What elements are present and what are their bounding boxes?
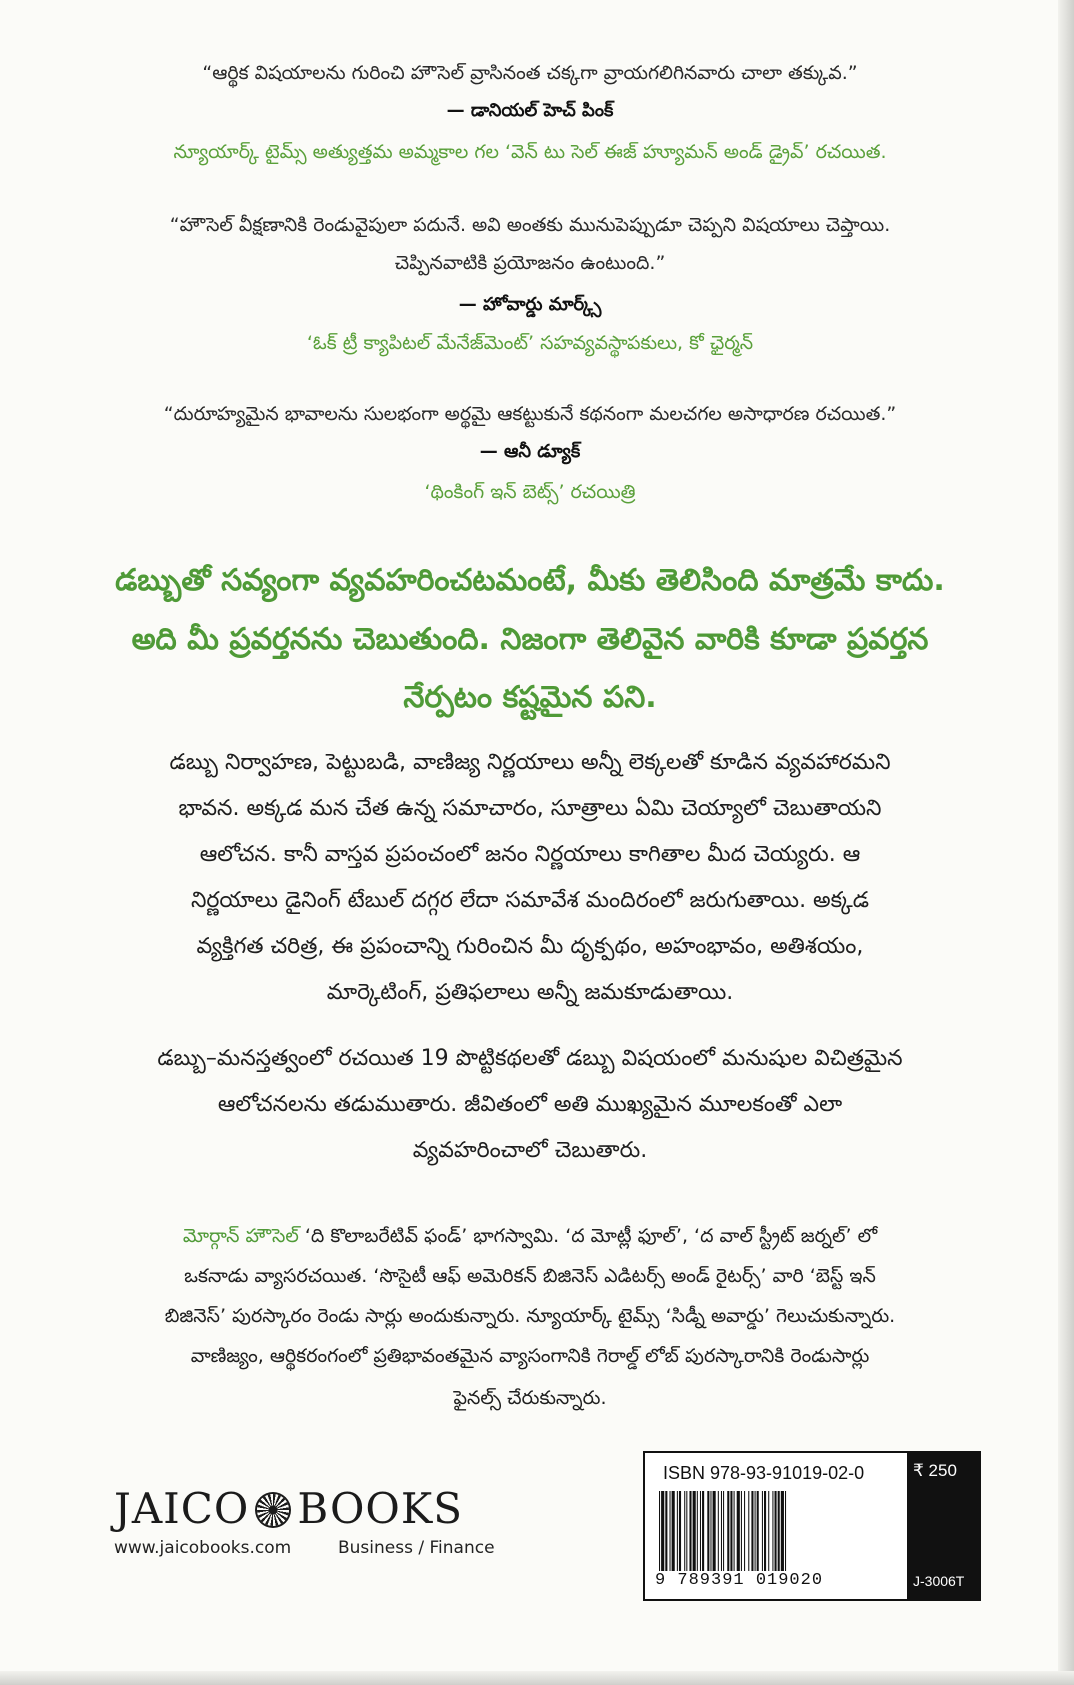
author-bio-line-2: ఒకనాడు వ్యాసరచయిత. ‘సొసైటీ ఆఫ్ అమెరికన్ బిజినెస్ ఎడిటర్స్ అండ్ రైటర్స్’ వారి ‘బెస్ట్ ఇన్ — [184, 1265, 876, 1287]
wheel-logo-icon — [257, 1494, 289, 1526]
publisher-logo — [114, 1484, 463, 1533]
quote-1-author: — డానియల్ హెచ్ పింక్ — [446, 100, 614, 121]
isbn-number: ISBN 978-93-91019-02-0 — [663, 1463, 865, 1483]
description-line-6: మార్కెటింగ్, ప్రతిఫలాలు అన్నీ జమకూడుతాయి. — [326, 980, 734, 1005]
author-bio-line-3: బిజినెస్’ పురస్కారం రెండు సార్లు అందుకున్నారు. న్యూయార్క్ టైమ్స్ ‘సిడ్నీ అవార్డు’ గెలుచుకున్నారు. — [164, 1305, 896, 1327]
ean-digits: 9 789391 019020 — [655, 1571, 824, 1590]
author-bio-line-5: ఫైనల్స్ చేరుకున్నారు. — [453, 1387, 607, 1409]
author-bio-line-1-rest: ‘ది కొలాబరేటివ్ ఫండ్’ భాగస్వామి. ‘ద మోట్లీ ఫూల్’, ‘ద వాల్ స్ట్రీట్ జర్నల్’ లో — [298, 1225, 878, 1247]
author-bio-line-1 — [0, 1225, 1060, 1252]
summary-line-2: ఆలోచనలను తడుముతారు. జీవితంలో అతి ముఖ్యమైన మూలకంతో ఎలా — [217, 1092, 843, 1117]
product-code: J-3006T — [913, 1573, 965, 1589]
quote-3-text: “దురూహ్యమైన భావాలను సులభంగా అర్థమై ఆకట్టుకునే కథనంగా మలచగల అసాధారణ రచయిత.” — [163, 403, 897, 425]
headline-line-3: నేర్పటం కష్టమైన పని. — [403, 680, 657, 715]
logo-text-books: BOOKS — [297, 1484, 463, 1533]
author-bio-line-4: వాణిజ్యం, ఆర్థికరంగంలో ప్రతిభావంతమైన వ్యాసంగానికి గెరాల్డ్ లోబ్ పురస్కారానికి రెండుసార్లు — [190, 1345, 870, 1367]
page-edge-right — [1058, 0, 1074, 1685]
quote-2-text-line-1: “హౌసెల్ వీక్షణానికి రెండువైపులా పదునే. అవి అంతకు మునుపెప్పుడూ చెప్పని విషయాలు చెప్తాయి. — [169, 214, 891, 236]
price-label: ₹ 250 — [913, 1461, 957, 1480]
quote-2-author: — హోవార్డు మార్క్స్ — [458, 294, 602, 315]
summary-line-1: డబ్బు–మనస్తత్వంలో రచయిత 19 పొట్టికథలతో డబ్బు విషయంలో మనుషుల విచిత్రమైన — [157, 1046, 903, 1071]
logo-text-jaico: JAICO — [114, 1484, 250, 1533]
price-strip — [907, 1453, 979, 1599]
quote-1-credit: న్యూయార్క్ టైమ్స్ అత్యుత్తమ అమ్మకాల గల ‘వెన్ టు సెల్ ఈజ్ హ్యూమన్ అండ్ డ్రైవ్’ రచయిత. — [173, 141, 887, 163]
quote-2-credit: ‘ఓక్ ట్రీ క్యాపిటల్ మేనేజ్‌మెంట్’ సహవ్యవస్థాపకులు, కో ఛైర్మన్ — [306, 332, 754, 354]
barcode-icon — [659, 1491, 897, 1571]
quote-3-credit: ‘థింకింగ్ ఇన్ బెట్స్’ రచయిత్రి — [424, 481, 636, 503]
publisher-website: www.jaicobooks.com — [114, 1538, 292, 1558]
book-category: Business / Finance — [338, 1538, 495, 1558]
page-edge-bottom — [0, 1671, 1074, 1685]
headline-line-1: డబ్బుతో సవ్యంగా వ్యవహరించటమంటే, మీకు తెలిసింది మాత్రమే కాదు. — [115, 563, 945, 598]
barcode-box — [643, 1451, 981, 1601]
description-line-1: డబ్బు నిర్వాహణ, పెట్టుబడి, వాణిజ్య నిర్ణయాలు అన్నీ లెక్కలతో కూడిన వ్యవహారమని — [169, 750, 891, 775]
author-name: మోర్గాన్ హౌసెల్ — [182, 1225, 299, 1247]
quote-1-text: “ఆర్థిక విషయాలను గురించి హౌసెల్ వ్రాసినంత చక్కగా వ్రాయగలిగినవారు చాలా తక్కువ.” — [202, 62, 858, 84]
description-line-4: నిర్ణయాలు డైనింగ్ టేబుల్ దగ్గర లేదా సమావేశ మందిరంలో జరుగుతాయి. అక్కడ — [190, 888, 870, 913]
headline-line-2: అది మీ ప్రవర్తనను చెబుతుంది. నిజంగా తెలివైన వారికి కూడా ప్రవర్తన — [131, 622, 929, 657]
quote-3-author: — ఆనీ డ్యూక్ — [479, 441, 581, 462]
description-line-3: ఆలోచన. కానీ వాస్తవ ప్రపంచంలో జనం నిర్ణయాలు కాగితాల మీద చెయ్యరు. ఆ — [199, 842, 861, 867]
summary-line-3: వ్యవహరించాలో చెబుతారు. — [412, 1138, 648, 1163]
description-line-5: వ్యక్తిగత చరిత్ర, ఈ ప్రపంచాన్ని గురించిన మీ దృక్పథం, అహంభావం, అతిశయం, — [196, 934, 864, 959]
quote-2-text-line-2: చెప్పినవాటికి ప్రయోజనం ఉంటుంది.” — [394, 252, 666, 274]
description-line-2: భావన. అక్కడ మన చేత ఉన్న సమాచారం, సూత్రాలు ఏమి చెయ్యాలో చెబుతాయని — [178, 796, 882, 821]
